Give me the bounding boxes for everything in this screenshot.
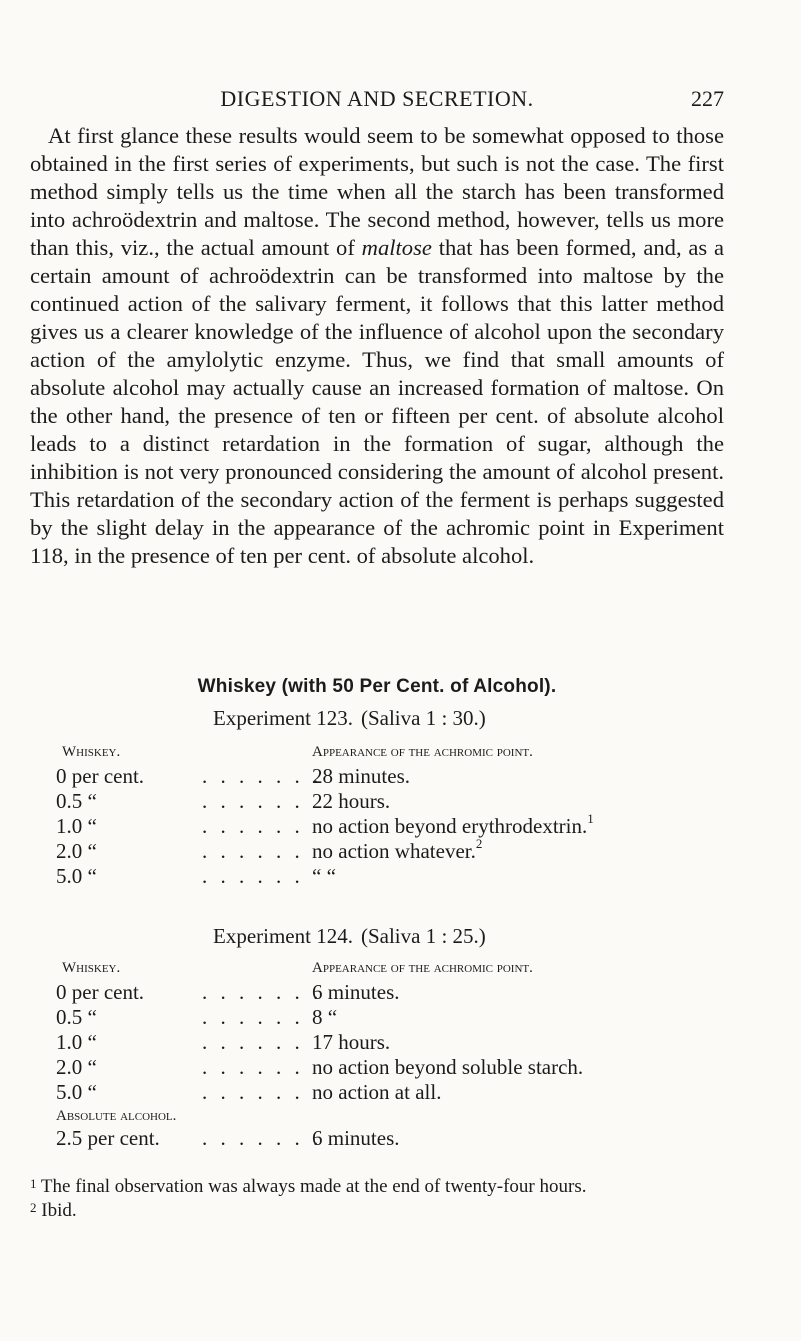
column-header-whiskey: Whiskey.: [62, 744, 121, 760]
footnote-marker: 1: [30, 1176, 37, 1191]
leader-dots: . . . . . .: [202, 1030, 304, 1054]
table-row: [56, 764, 756, 790]
leader-dots: . . . . . . .: [202, 980, 323, 1004]
leader-dots: . . . . . .: [202, 1080, 304, 1104]
result: [312, 1080, 441, 1105]
result: [312, 1005, 337, 1030]
sub-header-absolute-alcohol: Absolute alcohol.: [56, 1108, 177, 1124]
concentration: 1.0 “: [56, 1030, 97, 1054]
footnote-text: The final observation was always made at the end of twenty-four hours.: [40, 1176, 587, 1197]
result-text: 22 hours.: [312, 789, 391, 813]
result: [312, 980, 400, 1005]
result: [312, 1055, 583, 1080]
footnote-mark: 1: [587, 811, 594, 826]
table-row: [56, 1055, 756, 1081]
concentration: 2.5 per cent.: [56, 1126, 160, 1150]
table-row: [56, 836, 756, 865]
footnote-text: Ibid.: [41, 1200, 77, 1221]
result-text: 28 minutes.: [312, 764, 410, 788]
table-row: [56, 980, 756, 1006]
saliva-ratio: (Saliva 1 : 30.): [360, 706, 486, 730]
experiment-label: Experiment 124.: [213, 924, 353, 948]
concentration: 5.0 “: [56, 1080, 97, 1104]
result: [312, 811, 594, 839]
footnote-mark: 2: [475, 836, 483, 851]
column-header-achromic-point: Appearance of the achromic point.: [312, 744, 533, 760]
result-text: no action whatever.: [312, 839, 476, 863]
footnote-2: [30, 1199, 730, 1223]
table-row: [56, 864, 756, 890]
section-title: Whiskey (with 50 Per Cent. of Alcohol).: [197, 676, 557, 697]
footnote-1: [30, 1175, 730, 1199]
leader-dots: . . . . . . .: [202, 764, 323, 788]
table-row: [56, 789, 756, 815]
concentration: 0.5 “: [56, 1005, 97, 1029]
concentration: 2.0 “: [56, 839, 97, 863]
table-row: [56, 811, 756, 840]
table-row: [56, 1080, 756, 1106]
leader-dots: . . . . . .: [202, 1055, 304, 1079]
paragraph-text-b: that has been formed, and, as a certain amount of achroödextrin can be transformed into maltose by the continued action of the salivary ferment, it follows that this latter method gives us a clearer knowledge of the influence of alcohol upon the secondary action of the amylolytic enzyme. Thus, we find that small amounts of absolute alcohol may actually cause an increased formation of maltose. On the other hand, the presence of ten or fifteen per cent. of absolute alcohol leads to a distinct retardation in the formation of sugar, although the inhibition is not very pronounced considering the amount of alcohol present. This retardation of the secondary action of the ferment is perhaps suggested by the slight delay in the appearance of the achromic point in Experiment 118, in the presence of ten per cent. of absolute alcohol.: [30, 235, 725, 568]
leader-dots: . . . . . .: [202, 864, 304, 888]
table-row: [56, 1030, 756, 1056]
footnote-marker: 2: [30, 1200, 37, 1215]
leader-dots: . . . . . .: [202, 814, 304, 838]
result: [312, 789, 390, 814]
leader-dots: . . . . . . .: [202, 1126, 323, 1150]
column-header-achromic-point: Appearance of the achromic point.: [312, 960, 533, 976]
concentration: 5.0 “: [56, 864, 97, 888]
result-text: “ “: [312, 864, 336, 888]
table-row: [56, 1126, 756, 1152]
result: [312, 764, 410, 789]
result-text: no action at all.: [312, 1080, 442, 1104]
concentration: 0 per cent.: [56, 764, 145, 788]
table-row: [56, 1005, 756, 1031]
experiment-123-title: [213, 706, 486, 731]
result: [312, 836, 483, 864]
result: [312, 864, 336, 889]
result: [312, 1030, 390, 1055]
leader-dots: . . . . . .: [202, 789, 304, 813]
page-number: 227: [691, 86, 724, 111]
running-title: DIGESTION AND SECRETION.: [220, 86, 534, 111]
paragraph-1: [30, 122, 724, 570]
leader-dots: . . . . . .: [202, 1005, 304, 1029]
result-text: 6 minutes.: [312, 980, 400, 1004]
saliva-ratio: (Saliva 1 : 25.): [360, 924, 486, 948]
concentration: 1.0 “: [56, 814, 97, 838]
result-text: 6 minutes.: [312, 1126, 400, 1150]
result-text: no action beyond soluble starch.: [312, 1055, 584, 1079]
result-text: no action beyond erythrodextrin.: [312, 814, 588, 838]
result: [312, 1126, 400, 1151]
experiment-124-title: [213, 924, 486, 949]
body-paragraph: [30, 122, 724, 570]
experiment-label: Experiment 123.: [213, 706, 353, 730]
leader-dots: . . . . . .: [202, 839, 304, 863]
running-head: [30, 86, 724, 116]
concentration: 2.0 “: [56, 1055, 97, 1079]
footnotes: [30, 1175, 730, 1223]
concentration: 0.5 “: [56, 789, 97, 813]
italic-term: maltose: [361, 235, 432, 260]
column-header-whiskey: Whiskey.: [62, 960, 121, 976]
paragraph-text-a: At first glance these results would seem to be somewhat opposed to those obtained in the first series of experiments, but such is not the case. The first method simply tells us the time when all the starch has been transformed into achroödextrin and maltose. The second method, however, tells us more than this, viz., the actual amount of: [30, 123, 724, 260]
concentration: 0 per cent.: [56, 980, 145, 1004]
result-text: 17 hours.: [312, 1030, 391, 1054]
result-text: 8 “: [312, 1005, 338, 1029]
